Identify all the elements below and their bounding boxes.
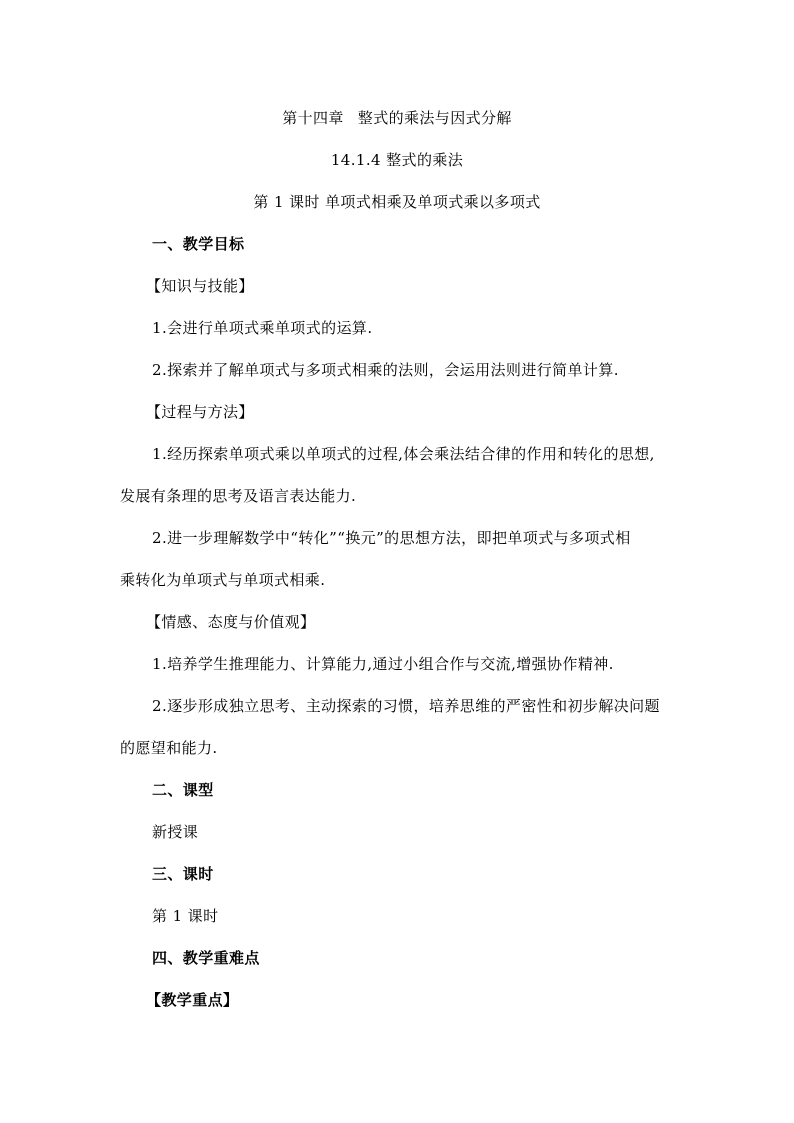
attitude-label: 【情感、态度与价值观】 <box>146 613 316 631</box>
lesson-title: 第 1 课时 单项式相乘及单项式乘以多项式 <box>253 193 541 211</box>
attitude-item-1: 1.培养学生推理能力、计算能力,通过小组合作与交流,增强协作精神. <box>152 655 614 673</box>
knowledge-item-1: 1.会进行单项式乘单项式的运算. <box>152 319 373 337</box>
class-hours-value: 第 1 课时 <box>152 907 219 925</box>
chapter-number: 第十四章 <box>282 109 344 127</box>
process-label: 【过程与方法】 <box>146 403 254 421</box>
process-item-2-line-1: 2.进一步理解数学中“转化”“换元”的思想方法，即把单项式与多项式相 <box>152 529 631 547</box>
attitude-item-2-line-2: 的愿望和能力. <box>120 739 218 757</box>
process-item-2-line-2: 乘转化为单项式与单项式相乘. <box>120 571 326 589</box>
section-title: 14.1.4 整式的乘法 <box>330 151 464 169</box>
key-points-heading: 四、教学重难点 <box>152 949 260 967</box>
lesson-type-heading: 二、课型 <box>152 781 214 799</box>
knowledge-label: 【知识与技能】 <box>146 277 254 295</box>
process-item-1-line-2: 发展有条理的思考及语言表达能力. <box>120 487 357 505</box>
chapter-title <box>0 108 794 128</box>
chapter-name: 整式的乘法与因式分解 <box>357 109 512 127</box>
process-item-1-line-1: 1.经历探索单项式乘以单项式的过程,体会乘法结合律的作用和转化的思想, <box>152 445 655 463</box>
class-hours-heading: 三、课时 <box>152 865 214 883</box>
key-points-label: 【教学重点】 <box>146 991 239 1009</box>
attitude-item-2-line-1: 2.逐步形成独立思考、主动探索的习惯，培养思维的严密性和初步解决问题 <box>152 697 660 715</box>
knowledge-item-2: 2.探索并了解单项式与多项式相乘的法则，会运用法则进行简单计算. <box>152 361 619 379</box>
lesson-type-value: 新授课 <box>152 823 199 841</box>
teaching-goals-heading: 一、教学目标 <box>152 235 245 253</box>
